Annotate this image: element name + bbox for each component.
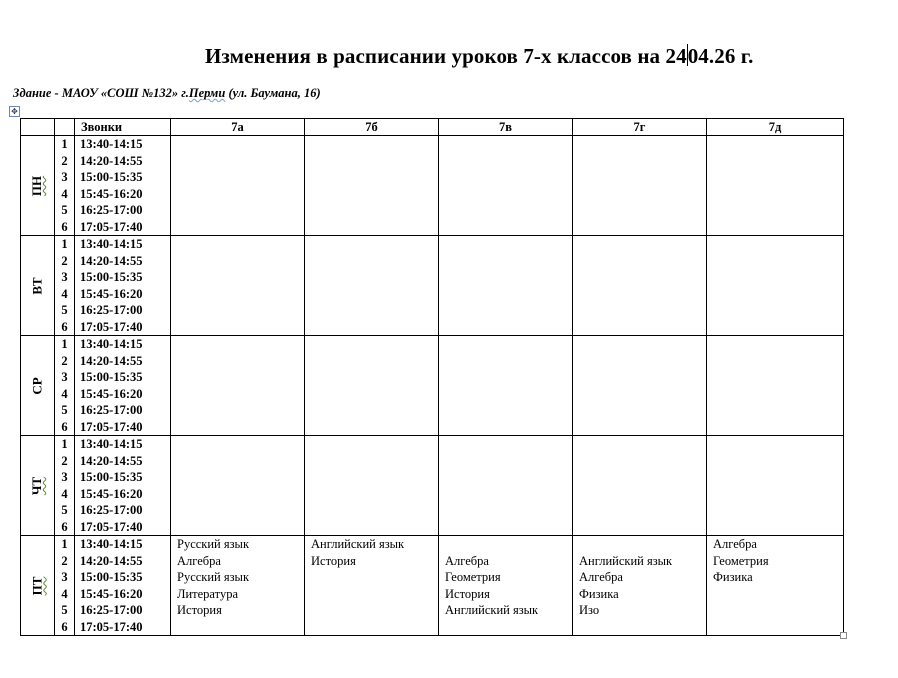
subject: Русский язык bbox=[177, 570, 250, 584]
subject: Геометрия bbox=[445, 570, 501, 584]
bell-time: 13:40-14:15 bbox=[80, 337, 143, 351]
bell-times bbox=[75, 436, 171, 536]
lesson-number: 1 bbox=[61, 137, 68, 151]
class-cell[interactable] bbox=[439, 236, 573, 336]
class-cell[interactable] bbox=[305, 236, 439, 336]
lesson-number: 2 bbox=[61, 353, 68, 368]
lesson-number: 5 bbox=[61, 503, 68, 517]
header-num-col bbox=[55, 119, 75, 136]
class-cell[interactable] bbox=[573, 236, 707, 336]
lesson-number: 4 bbox=[61, 386, 68, 401]
lesson-number: 1 bbox=[61, 437, 68, 451]
lesson-number: 6 bbox=[61, 219, 68, 234]
lesson-number: 6 bbox=[61, 519, 68, 534]
class-cell[interactable] bbox=[573, 136, 707, 236]
lesson-number: 2 bbox=[61, 253, 68, 268]
day-cell bbox=[21, 536, 55, 636]
bell-time: 16:25-17:00 bbox=[80, 503, 143, 517]
lesson-number: 4 bbox=[61, 286, 68, 301]
lesson-number: 1 bbox=[61, 537, 68, 551]
lesson-numbers bbox=[55, 336, 75, 436]
lesson-number: 6 bbox=[61, 419, 68, 434]
bell-time: 15:00-15:35 bbox=[80, 470, 143, 484]
lesson-number: 3 bbox=[61, 170, 68, 184]
header-class-7d: 7д bbox=[707, 119, 844, 136]
schedule-table bbox=[20, 118, 844, 636]
class-cell[interactable] bbox=[171, 336, 305, 436]
class-cell[interactable] bbox=[171, 536, 305, 636]
day-label: СР bbox=[29, 376, 45, 395]
class-cell[interactable] bbox=[305, 536, 439, 636]
bell-time: 15:00-15:35 bbox=[80, 170, 143, 184]
bell-time: 13:40-14:15 bbox=[80, 437, 143, 451]
bell-times bbox=[75, 136, 171, 236]
subject: Алгебра bbox=[445, 553, 489, 568]
subject bbox=[439, 536, 572, 553]
bell-time: 15:00-15:35 bbox=[80, 570, 143, 584]
class-cell[interactable] bbox=[439, 536, 573, 636]
lesson-numbers bbox=[55, 136, 75, 236]
bell-time: 17:05-17:40 bbox=[80, 519, 143, 534]
subject bbox=[573, 536, 706, 553]
class-cell[interactable] bbox=[305, 336, 439, 436]
header-class-7v: 7в bbox=[439, 119, 573, 136]
lesson-number: 3 bbox=[61, 270, 68, 284]
class-cell[interactable] bbox=[439, 336, 573, 436]
lesson-number: 3 bbox=[61, 470, 68, 484]
subject: Физика bbox=[713, 570, 753, 584]
lesson-number: 5 bbox=[61, 303, 68, 317]
lesson-numbers bbox=[55, 536, 75, 636]
day-row bbox=[21, 536, 844, 636]
bell-time: 13:40-14:15 bbox=[80, 537, 143, 551]
subject: Английский язык bbox=[579, 553, 673, 568]
subject: Английский язык bbox=[445, 603, 539, 617]
class-cell[interactable] bbox=[707, 136, 844, 236]
subject: История bbox=[445, 586, 490, 601]
bell-time: 16:25-17:00 bbox=[80, 303, 143, 317]
bell-time: 15:45-16:20 bbox=[80, 186, 143, 201]
header-class-7g: 7г bbox=[573, 119, 707, 136]
spellcheck-word: Перми bbox=[188, 86, 226, 100]
bell-time: 13:40-14:15 bbox=[80, 137, 143, 151]
class-cell[interactable] bbox=[439, 136, 573, 236]
bell-time: 15:00-15:35 bbox=[80, 370, 143, 384]
class-cell[interactable] bbox=[305, 136, 439, 236]
page-title: Изменения в расписании уроков 7-х классов на 2404.26 г. bbox=[205, 44, 754, 68]
bell-time: 17:05-17:40 bbox=[80, 619, 143, 634]
bell-time: 16:25-17:00 bbox=[80, 603, 143, 617]
table-resize-handle[interactable] bbox=[840, 632, 847, 639]
bell-time: 14:20-14:55 bbox=[80, 553, 143, 568]
subject: История bbox=[311, 553, 356, 568]
day-label: ВТ bbox=[29, 276, 45, 295]
lesson-number: 2 bbox=[61, 553, 68, 568]
bell-time: 16:25-17:00 bbox=[80, 403, 143, 417]
subject: Алгебра bbox=[713, 537, 757, 551]
bell-time: 15:45-16:20 bbox=[80, 386, 143, 401]
lesson-number: 4 bbox=[61, 486, 68, 501]
header-day-col bbox=[21, 119, 55, 136]
class-cell[interactable] bbox=[171, 436, 305, 536]
day-label: ПТ bbox=[29, 576, 45, 595]
class-cell[interactable] bbox=[707, 236, 844, 336]
day-cell bbox=[21, 236, 55, 336]
class-cell[interactable] bbox=[707, 436, 844, 536]
subject: Алгебра bbox=[177, 553, 221, 568]
lesson-numbers bbox=[55, 236, 75, 336]
bell-time: 15:00-15:35 bbox=[80, 270, 143, 284]
class-cell[interactable] bbox=[707, 336, 844, 436]
bell-times bbox=[75, 536, 171, 636]
lesson-number: 2 bbox=[61, 153, 68, 168]
bell-time: 16:25-17:00 bbox=[80, 203, 143, 217]
subject: Физика bbox=[579, 586, 619, 601]
bell-time: 13:40-14:15 bbox=[80, 237, 143, 251]
table-move-handle-icon[interactable]: ✥ bbox=[9, 106, 20, 117]
bell-time: 15:45-16:20 bbox=[80, 486, 143, 501]
day-cell bbox=[21, 136, 55, 236]
header-class-7b: 7б bbox=[305, 119, 439, 136]
class-cell[interactable] bbox=[573, 336, 707, 436]
bell-time: 17:05-17:40 bbox=[80, 419, 143, 434]
day-row bbox=[21, 336, 844, 436]
lesson-numbers bbox=[55, 436, 75, 536]
lesson-number: 6 bbox=[61, 619, 68, 634]
day-cell bbox=[21, 436, 55, 536]
bell-time: 17:05-17:40 bbox=[80, 219, 143, 234]
class-cell[interactable] bbox=[439, 436, 573, 536]
subject: Алгебра bbox=[579, 570, 623, 584]
subject: История bbox=[177, 603, 222, 617]
bell-time: 14:20-14:55 bbox=[80, 253, 143, 268]
bell-time: 14:20-14:55 bbox=[80, 153, 143, 168]
class-cell[interactable] bbox=[573, 536, 707, 636]
lesson-number: 3 bbox=[61, 370, 68, 384]
bell-time: 14:20-14:55 bbox=[80, 453, 143, 468]
lesson-number: 1 bbox=[61, 337, 68, 351]
subject: Геометрия bbox=[713, 553, 769, 568]
class-cell[interactable] bbox=[707, 536, 844, 636]
bell-times bbox=[75, 236, 171, 336]
lesson-number: 6 bbox=[61, 319, 68, 334]
day-label: ЧТ bbox=[29, 476, 45, 495]
lesson-number: 5 bbox=[61, 403, 68, 417]
lesson-number: 3 bbox=[61, 570, 68, 584]
lesson-number: 5 bbox=[61, 203, 68, 217]
day-row bbox=[21, 436, 844, 536]
bell-time: 14:20-14:55 bbox=[80, 353, 143, 368]
lesson-number: 2 bbox=[61, 453, 68, 468]
bell-time: 15:45-16:20 bbox=[80, 586, 143, 601]
class-cell[interactable] bbox=[171, 236, 305, 336]
class-cell[interactable] bbox=[573, 436, 707, 536]
day-cell bbox=[21, 336, 55, 436]
building-info: Здание - МАОУ «СОШ №132» г.Перми (ул. Баумана, 16) bbox=[13, 86, 321, 100]
class-cell[interactable] bbox=[171, 136, 305, 236]
lesson-number: 4 bbox=[61, 186, 68, 201]
header-class-7a: 7а bbox=[171, 119, 305, 136]
bell-times bbox=[75, 336, 171, 436]
header-bells: Звонки bbox=[75, 119, 171, 136]
lesson-number: 4 bbox=[61, 586, 68, 601]
subject: Русский язык bbox=[177, 537, 250, 551]
lesson-number: 5 bbox=[61, 603, 68, 617]
day-label: ПН bbox=[29, 175, 45, 196]
subject: Литература bbox=[177, 586, 238, 601]
lesson-number: 1 bbox=[61, 237, 68, 251]
header-row bbox=[21, 119, 844, 136]
bell-time: 15:45-16:20 bbox=[80, 286, 143, 301]
subject: Английский язык bbox=[311, 537, 405, 551]
day-row bbox=[21, 136, 844, 236]
bell-time: 17:05-17:40 bbox=[80, 319, 143, 334]
day-row bbox=[21, 236, 844, 336]
class-cell[interactable] bbox=[305, 436, 439, 536]
subject: Изо bbox=[579, 603, 600, 617]
